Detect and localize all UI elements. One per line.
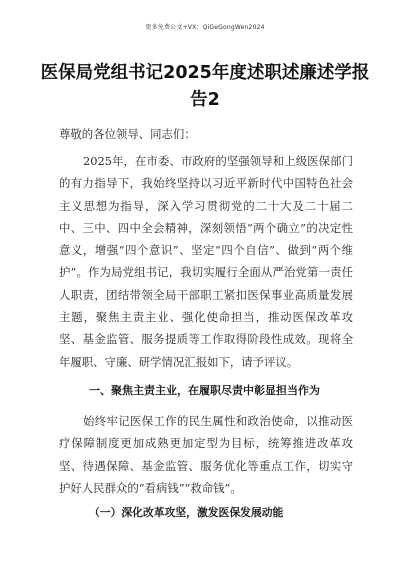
intro-text: 2025年，在市委、市政府的坚强领导和上级医保部门的有力指导下，我始终坚持以习近平新时代中国特色社会主义思想为指导，深入学习贯彻党的二十大及二十届二中、三中、四中全会精神，深刻领悟“两个确立”的决定性意义，增强“四个意识”、坚定“四个自信”、做到“两个维护”。作为局党组书记，我切实履行全面从严治党第一责任人职责，团结带领全局干部职工紧扣医保事业高质量发展主题，聚焦主责主业、强化使命担当，推动医保改革攻坚、基金监管、服务提质等工作取得阶段性成效。现将全年履职、守廉、研学情况汇报如下，请予评议。 — [59, 154, 353, 369]
subsection-heading-1: （一）深化改革攻坚，激发医保发展动能 — [89, 506, 284, 519]
salutation — [59, 123, 353, 145]
intro-paragraph — [59, 150, 353, 373]
salutation-text: 尊敬的各位领导、同志们： — [59, 127, 196, 141]
section-heading-1: 一、聚焦主责主业，在履职尽责中彰显担当作为 — [89, 384, 320, 397]
document-title: 医保局党组书记2025年度述职述廉述学报告2 — [40, 63, 370, 110]
header-note: 更多免费公文+VX：QiGeGongWen2024 — [145, 24, 265, 31]
section1-text: 始终牢记医保工作的民生属性和政治使命，以推动医疗保障制度更加成熟更加定型为目标，统筹推进改革攻坚、待遇保障、基金监管、服务优化等重点工作，切实守护好人民群众的“看病钱”“救命钱”。 — [59, 414, 353, 495]
section1-paragraph — [59, 410, 353, 499]
